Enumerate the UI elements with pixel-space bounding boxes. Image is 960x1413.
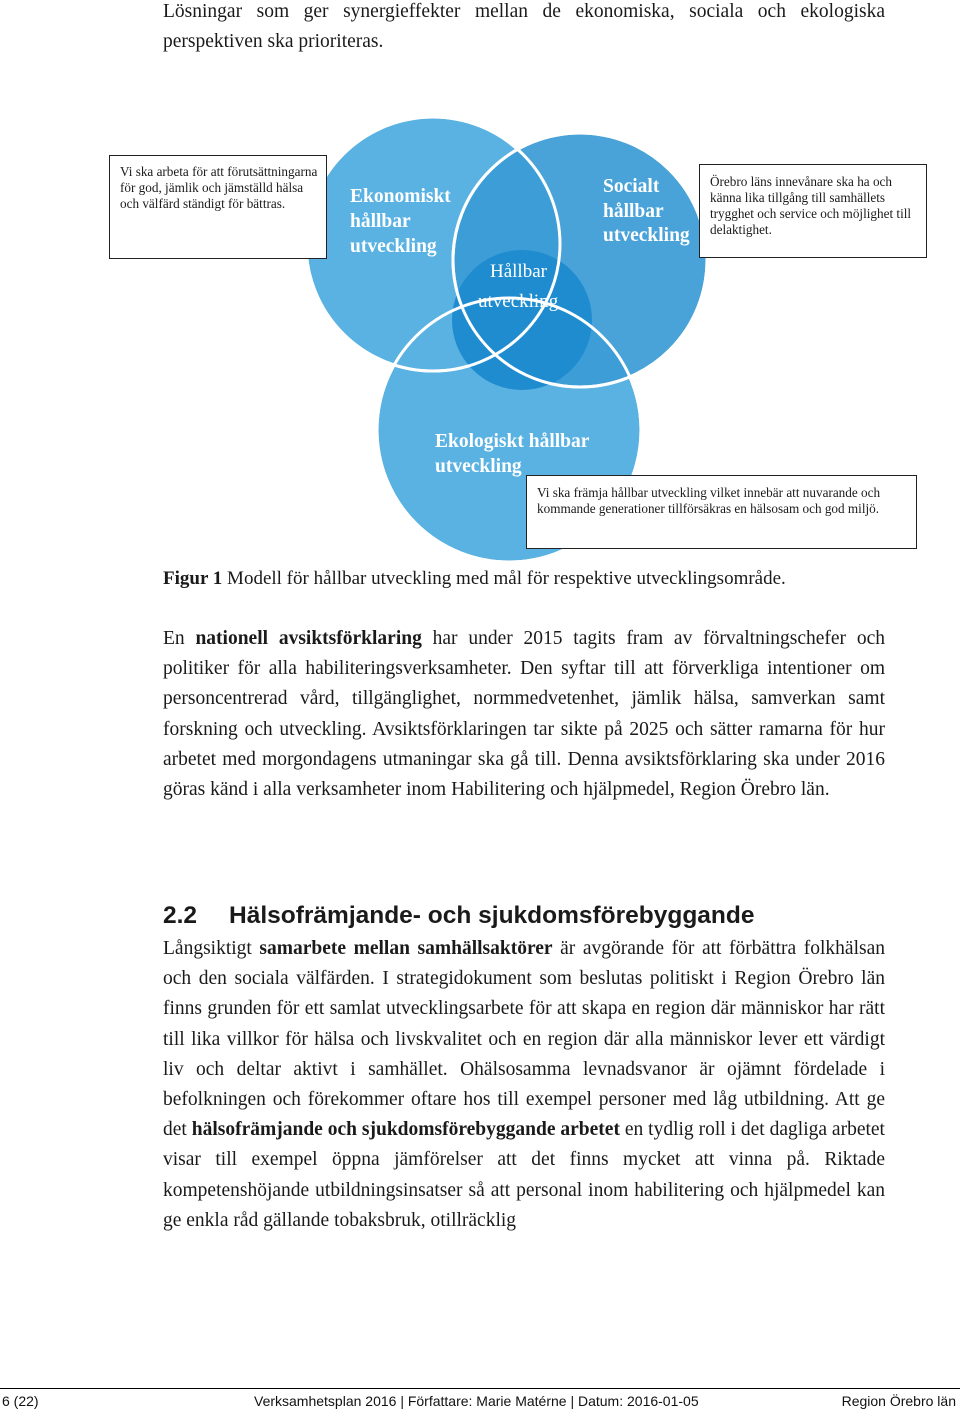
para1-text-1: En bbox=[163, 628, 196, 649]
note-left-box bbox=[109, 155, 327, 259]
ecological-label: Ekologiskt hållbar utveckling bbox=[435, 431, 590, 477]
center-label: Hållbar utveckling bbox=[478, 261, 559, 312]
para2-text-2: är avgörande för att förbättra folkhälsan och den sociala välfärden. I strategidokument som beslutas politiskt i Region Örebro län finns grunden för ett samlat utvecklingsarbete för att skapa en region där människor har rätt till lika villkor för hälsa och livskvalitet och en region där alla människor lever ett värdigt liv och deltar aktivt i samhället. Ohälsosamma levnadsvanor är ojämnt fördelade i befolkningen och förekommer oftare hos till exempel personer med låg utbildning. Att ge det bbox=[163, 938, 885, 1141]
health-promotion-paragraph bbox=[163, 934, 885, 1236]
economic-label: Ekonomiskt hållbar utveckling bbox=[350, 186, 451, 257]
social-label: Socialt hållbar utveckling bbox=[603, 176, 690, 246]
note-left-text: Vi ska arbeta för att förutsättningarna för god, jämlik och jämställd hälsa och välfärd ständigt för bättras. bbox=[120, 164, 318, 211]
para1-bold-1: nationell avsiktsförklaring bbox=[195, 628, 422, 649]
sustainability-venn-diagram bbox=[0, 100, 960, 570]
para2-text-3: en tydlig roll i det dagliga arbetet visar till exempel öppna jämförelser att det finns mycket att vinna på. Riktade kompetenshöjande utbildningsinsatser så att personal inom habilitering och hjälpmedel kan ge enkla råd gällande tobaksbruk, otillräcklig bbox=[163, 1119, 885, 1231]
note-bottom-box bbox=[526, 475, 917, 549]
para2-bold-2: hälsofrämjande och sjukdomsförebyggande arbetet bbox=[191, 1119, 620, 1141]
note-right-box bbox=[699, 164, 927, 258]
avsiktsforklaring-paragraph bbox=[163, 624, 885, 805]
figure-caption bbox=[163, 565, 786, 593]
para1-text-2: har under 2015 tagits fram av förvaltningschefer och politiker för alla habiliteringsverksamheter. Den syftar till att förverkliga intentioner om personcentrerad vård, tillgänglighet, normmedvetenhet, jämlik hälsa, samverkan samt forskning och utveckling. Avsiktsförklaringen tar sikte på 2025 och sätter ramarna för hur arbetet med morgondagens utmaningar ska gå till. Denna avsiktsförklaring ska under 2016 göras känd i alla verksamheter inom Habilitering och hjälpmedel, Region Örebro län. bbox=[163, 628, 885, 801]
footer-page-number: 6 (22) bbox=[2, 1393, 39, 1409]
note-bottom-text: Vi ska främja hållbar utveckling vilket innebär att nuvarande och kommande generationer tillförsäkras en hälsosam och god miljö. bbox=[537, 485, 881, 516]
note-right-text: Örebro läns innevånare ska ha och känna lika tillgång till samhällets trygghet och service och möjlighet till delaktighet. bbox=[710, 174, 912, 237]
para2-bold-1: samarbete mellan samhällsaktörer bbox=[259, 938, 553, 959]
footer-divider bbox=[0, 1388, 960, 1389]
footer-document-meta: Verksamhetsplan 2016 | Författare: Marie Matérne | Datum: 2016-01-05 bbox=[254, 1393, 699, 1409]
section-title: Hälsofrämjande- och sjukdomsförebyggande bbox=[229, 902, 755, 929]
page-footer bbox=[0, 1393, 960, 1413]
para2-text-1: Långsiktigt bbox=[163, 938, 260, 959]
section-heading bbox=[163, 899, 755, 933]
figure-caption-label: Figur 1 bbox=[163, 568, 223, 589]
section-number: 2.2 bbox=[163, 902, 198, 929]
intro-paragraph: Lösningar som ger synergieffekter mellan de ekonomiska, sociala och ekologiska perspektiven ska prioriteras. bbox=[163, 1, 885, 52]
figure-caption-text: Modell för hållbar utveckling med mål för respektive utvecklingsområde. bbox=[222, 568, 786, 589]
footer-organization: Region Örebro län bbox=[841, 1393, 956, 1409]
